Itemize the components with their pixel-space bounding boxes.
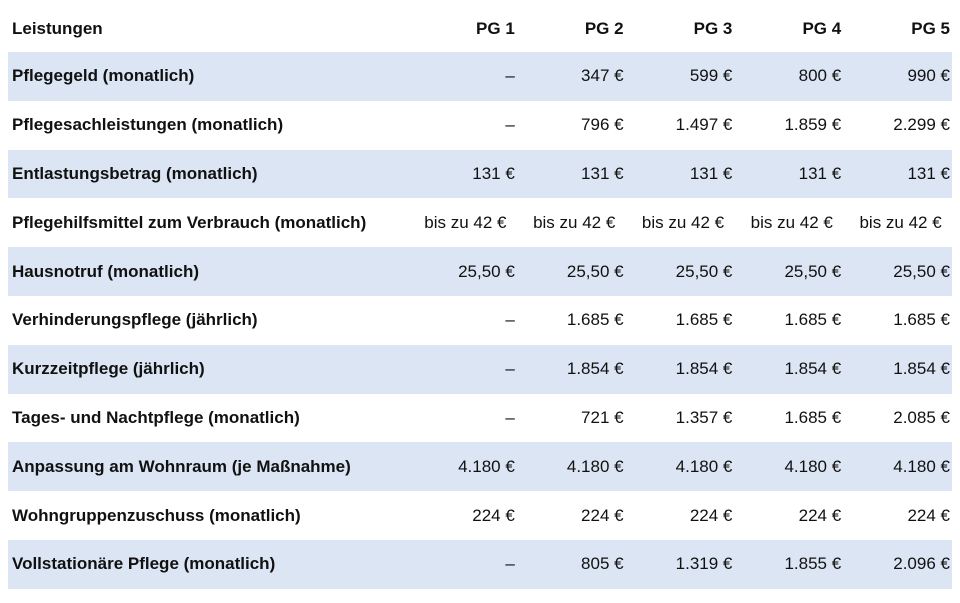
table-header-row bbox=[8, 6, 952, 52]
cell-pg-5: 990 € bbox=[907, 66, 950, 86]
cell-pg-1: – bbox=[505, 115, 515, 135]
cell-pg-4: 800 € bbox=[798, 66, 842, 86]
table-row bbox=[8, 150, 952, 199]
table-row bbox=[8, 52, 952, 101]
cell-pg-4: 1.859 € bbox=[784, 115, 842, 135]
cell-pg-3: 1.319 € bbox=[675, 554, 733, 574]
cell-pg-4: 224 € bbox=[798, 505, 842, 525]
cell-pg-4: bis zu 42 € bbox=[750, 212, 833, 232]
table-row bbox=[8, 247, 952, 296]
cell-pg-5: 2.299 € bbox=[893, 115, 950, 135]
header-pg-4: PG 4 bbox=[802, 19, 842, 38]
cell-pg-1: 25,50 € bbox=[458, 261, 515, 281]
row-label: Wohngruppenzuschuss (monatlich) bbox=[12, 505, 301, 525]
row-label: Entlastungsbetrag (monatlich) bbox=[12, 163, 258, 183]
cell-pg-5: 224 € bbox=[907, 505, 950, 525]
cell-pg-2: 1.854 € bbox=[566, 359, 624, 379]
table-row bbox=[8, 101, 952, 150]
table-row bbox=[8, 296, 952, 345]
row-label: Verhinderungspflege (jährlich) bbox=[12, 310, 258, 330]
cell-pg-5: 2.096 € bbox=[893, 554, 950, 574]
cell-pg-5: 131 € bbox=[907, 163, 950, 183]
cell-pg-2: 1.685 € bbox=[566, 310, 624, 330]
cell-pg-3: 1.497 € bbox=[675, 115, 733, 135]
cell-pg-2: bis zu 42 € bbox=[533, 212, 616, 232]
header-pg-3: PG 3 bbox=[693, 19, 733, 38]
cell-pg-1: – bbox=[505, 66, 515, 86]
cell-pg-5: 1.685 € bbox=[893, 310, 950, 330]
cell-pg-4: 1.854 € bbox=[784, 359, 842, 379]
cell-pg-3: 131 € bbox=[689, 163, 733, 183]
row-label: Pflegegeld (monatlich) bbox=[12, 66, 195, 86]
cell-pg-4: 1.685 € bbox=[784, 407, 842, 427]
cell-pg-1: – bbox=[505, 310, 515, 330]
cell-pg-4: 1.855 € bbox=[784, 554, 842, 574]
cell-pg-2: 721 € bbox=[581, 407, 624, 427]
row-label: Vollstationäre Pflege (monatlich) bbox=[12, 554, 276, 574]
table-row bbox=[8, 345, 952, 394]
cell-pg-3: 4.180 € bbox=[675, 456, 733, 476]
cell-pg-1: 224 € bbox=[472, 505, 515, 525]
cell-pg-4: 1.685 € bbox=[784, 310, 842, 330]
cell-pg-5: 25,50 € bbox=[893, 261, 950, 281]
cell-pg-4: 4.180 € bbox=[784, 456, 842, 476]
cell-pg-2: 224 € bbox=[581, 505, 624, 525]
cell-pg-2: 131 € bbox=[581, 163, 624, 183]
cell-pg-3: bis zu 42 € bbox=[641, 212, 725, 232]
table-row bbox=[8, 442, 952, 491]
cell-pg-5: 4.180 € bbox=[893, 456, 950, 476]
row-label: Anpassung am Wohnraum (je Maßnahme) bbox=[12, 456, 351, 476]
cell-pg-4: 131 € bbox=[798, 163, 842, 183]
row-label: Pflegehilfsmittel zum Verbrauch (monatlich) bbox=[12, 212, 367, 232]
cell-pg-3: 599 € bbox=[689, 66, 733, 86]
cell-pg-5: 2.085 € bbox=[893, 407, 950, 427]
cell-pg-2: 805 € bbox=[581, 554, 624, 574]
table-row bbox=[8, 394, 952, 443]
table-row bbox=[8, 540, 952, 589]
cell-pg-5: bis zu 42 € bbox=[859, 212, 942, 232]
cell-pg-1: – bbox=[505, 359, 515, 379]
table-row bbox=[8, 198, 952, 247]
cell-pg-1: 4.180 € bbox=[458, 456, 515, 476]
cell-pg-1: 131 € bbox=[472, 163, 515, 183]
cell-pg-2: 25,50 € bbox=[566, 261, 624, 281]
header-pg-5: PG 5 bbox=[911, 19, 950, 38]
cell-pg-3: 25,50 € bbox=[675, 261, 733, 281]
cell-pg-3: 224 € bbox=[689, 505, 733, 525]
table-row bbox=[8, 491, 952, 540]
cell-pg-2: 796 € bbox=[581, 115, 624, 135]
table-body bbox=[8, 52, 952, 589]
row-label: Kurzzeitpflege (jährlich) bbox=[12, 359, 205, 379]
cell-pg-3: 1.854 € bbox=[675, 359, 733, 379]
row-label: Hausnotruf (monatlich) bbox=[12, 261, 199, 281]
benefits-table bbox=[8, 6, 952, 589]
cell-pg-1: – bbox=[505, 407, 515, 427]
header-pg-1: PG 1 bbox=[476, 19, 515, 38]
cell-pg-4: 25,50 € bbox=[784, 261, 842, 281]
cell-pg-2: 347 € bbox=[581, 66, 624, 86]
cell-pg-1: bis zu 42 € bbox=[424, 212, 507, 232]
header-label: Leistungen bbox=[12, 19, 103, 38]
header-pg-2: PG 2 bbox=[584, 19, 624, 38]
row-label: Pflegesachleistungen (monatlich) bbox=[12, 115, 284, 135]
cell-pg-3: 1.685 € bbox=[675, 310, 733, 330]
cell-pg-5: 1.854 € bbox=[893, 359, 950, 379]
row-label: Tages- und Nachtpflege (monatlich) bbox=[12, 407, 300, 427]
cell-pg-1: – bbox=[505, 554, 515, 574]
cell-pg-3: 1.357 € bbox=[675, 407, 733, 427]
cell-pg-2: 4.180 € bbox=[566, 456, 624, 476]
